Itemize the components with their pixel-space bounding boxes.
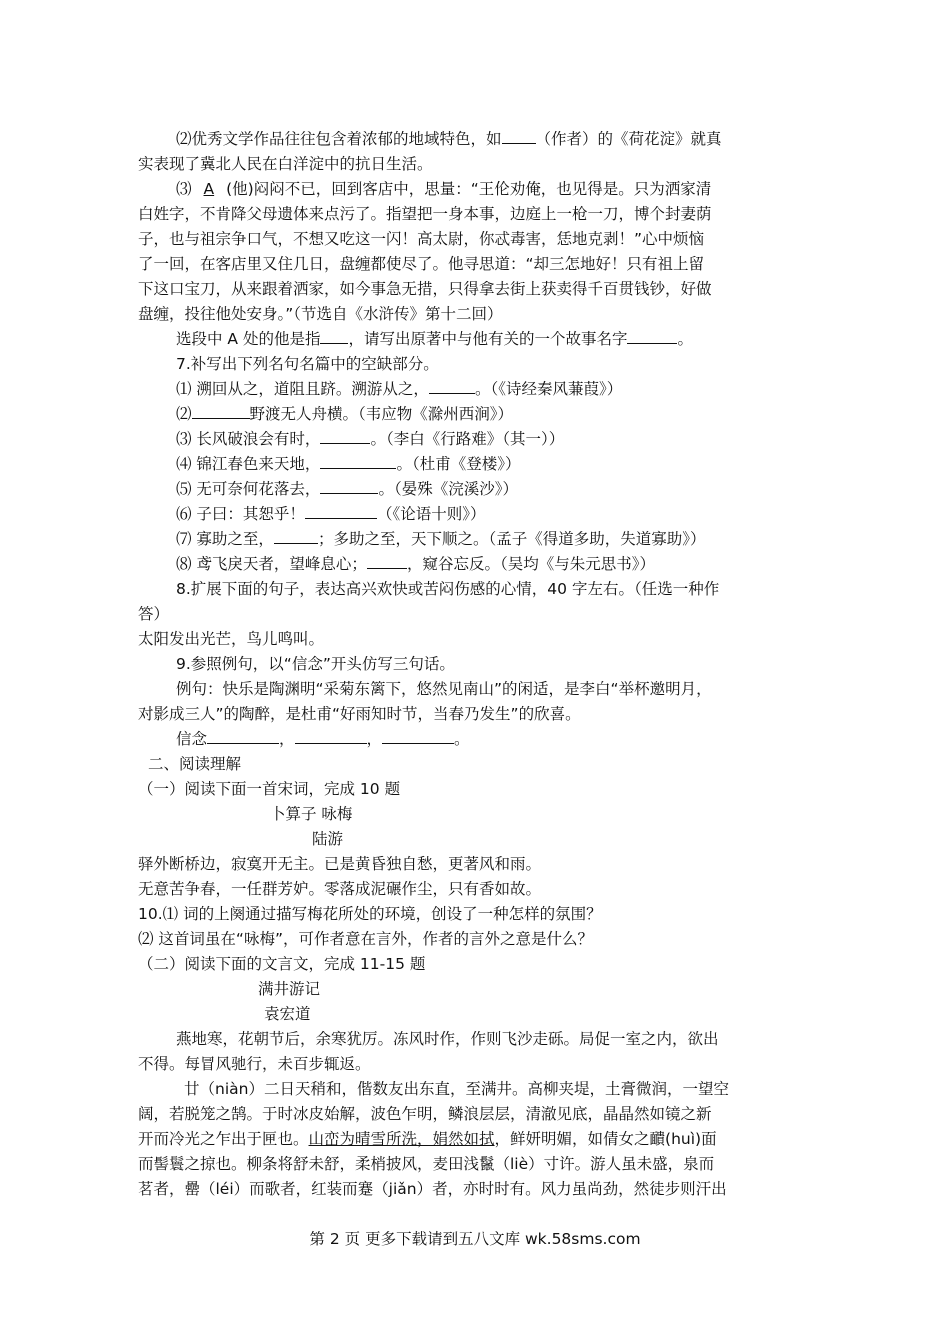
- answer-blank: [295, 728, 367, 744]
- q10-part1: 10.⑴ 词的上阕通过描写梅花所处的环境，创设了一种怎样的氛围？: [138, 905, 602, 923]
- essay-para2-line5: 茗者，罍（léi）而歌者，红装而蹇（jiǎn）者，亦时时有。风力虽尚劲，然徒步则汗出: [138, 1180, 727, 1198]
- q6-part3-question: 选段中 A 处的他是指 ，请写出原著中与他有关的一个故事名字 。: [176, 330, 693, 348]
- essay-para1-line1: 燕地寒，花朝节后，余寒犹厉。冻风时作，作则飞沙走砾。局促一室之内，欲出: [176, 1030, 719, 1048]
- q8-line1: 8.扩展下面的句子，表达高兴欢快或苦闷伤感的心情，40 字左右。（任选一种作: [176, 580, 720, 598]
- poem-author: 陆游: [312, 830, 344, 848]
- q6-part3-line1: ⑶ A (他)闷闷不已，回到客店中，思量：“王伦劝俺，也见得是。只为洒家清: [176, 180, 712, 198]
- answer-blank: [305, 503, 377, 519]
- essay-para2-line1: 廿（niàn）二日天稍和，偕数友出东直，至满井。高柳夹堤，土膏微润，一望空: [184, 1080, 729, 1098]
- answer-blank: [429, 378, 475, 394]
- page-footer: 第 2 页 更多下载请到五八文库 wk.58sms.com: [309, 1230, 641, 1248]
- answer-blank: [320, 328, 348, 344]
- answer-blank: [627, 328, 677, 344]
- q9-example-line1: 例句：快乐是陶渊明“采菊东篱下，悠然见南山”的闲适，是李白“举杯邀明月，: [176, 680, 712, 698]
- poem-line1: 驿外断桥边，寂寞开无主。已是黄昏独自愁，更著风和雨。: [138, 855, 542, 873]
- section-heading: 二、阅读理解: [148, 755, 242, 773]
- q6-part3-line6: 盘缠，投往他处安身。”（节选自《水浒传》第十二回）: [138, 305, 503, 323]
- q10-part2: ⑵ 这首词虽在“咏梅”，可作者意在言外，作者的言外之意是什么？: [138, 930, 593, 948]
- essay-para2-line4: 而髻鬟之掠也。柳条将舒未舒，柔梢披风，麦田浅鬣（liè）寸许。游人虽未盛，泉而: [138, 1155, 715, 1173]
- marker-a: A: [203, 180, 215, 198]
- answer-blank: [274, 528, 318, 544]
- q7-item-8: ⑻ 鸢飞戾天者，望峰息心； ，窥谷忘反。（吴均《与朱元思书》）: [176, 555, 655, 573]
- q6-part2-line2: 实表现了冀北人民在白洋淀中的抗日生活。: [138, 155, 433, 173]
- part1-heading: （一）阅读下面一首宋词，完成 10 题: [138, 780, 401, 798]
- answer-blank: [320, 478, 378, 494]
- q6-part3-line3: 子，也与祖宗争口气，不想又吃这一闪！高太尉，你忒毒害，恁地克剥！”心中烦恼: [138, 230, 705, 248]
- essay-para2-line2: 阔，若脱笼之鹄。于时冰皮始解，波色乍明，鳞浪层层，清澈见底，晶晶然如镜之新: [138, 1105, 712, 1123]
- answer-blank: [382, 728, 454, 744]
- essay-title: 满井游记: [258, 980, 321, 998]
- answer-blank: [367, 553, 407, 569]
- q7-item-1: ⑴ 溯回从之，道阻且跻。溯游从之， 。（《诗经秦风蒹葭》）: [176, 380, 623, 398]
- answer-blank: [320, 453, 396, 469]
- q6-part3-line2: 白姓字，不肯降父母遗体来点污了。指望把一身本事，边庭上一枪一刀，博个封妻荫: [138, 205, 712, 223]
- essay-author: 袁宏道: [264, 1005, 311, 1023]
- q8-line3: 太阳发出光芒，鸟儿鸣叫。: [138, 630, 325, 648]
- answer-blank: [207, 728, 279, 744]
- q7-item-3: ⑶ 长风破浪会有时， 。（李白《行路难》（其一））: [176, 430, 565, 448]
- underlined-sentence: 山峦为晴雪所洗，娟然如拭: [308, 1130, 495, 1148]
- q6-part3-line5: 下这口宝刀，从来跟着洒家，如今事急无措，只得拿去街上获卖得千百贯钱钞，好做: [138, 280, 712, 298]
- q7-item-6: ⑹ 子曰：其恕乎！ （《论语十则》）: [176, 505, 486, 523]
- poem-title: 卜算子 咏梅: [270, 805, 353, 823]
- q9-example-line2: 对影成三人”的陶醉，是杜甫“好雨知时节，当春乃发生”的欣喜。: [138, 705, 581, 723]
- q7-item-7: ⑺ 寡助之至， ；多助之至，天下顺之。（孟子《得道多助，失道寡助》）: [176, 530, 706, 548]
- q8-line2: 答）: [138, 605, 170, 623]
- q9-answer-line: 信念 ， ， 。: [176, 730, 470, 748]
- answer-blank: [192, 403, 250, 419]
- q7-title: 7.补写出下列名句名篇中的空缺部分。: [176, 355, 439, 373]
- q6-part2-line1: ⑵优秀文学作品往往包含着浓郁的地域特色，如 （作者）的《荷花淀》就真: [176, 130, 722, 148]
- q7-item-2: ⑵ 野渡无人舟横。（韦应物《滁州西涧》）: [176, 405, 514, 423]
- answer-blank: [502, 128, 536, 144]
- q9-line1: 9.参照例句，以“信念”开头仿写三句话。: [176, 655, 455, 673]
- part2-heading: （二）阅读下面的文言文，完成 11-15 题: [138, 955, 426, 973]
- q7-item-4: ⑷ 锦江春色来天地， 。（杜甫《登楼》）: [176, 455, 521, 473]
- q6-part3-line4: 了一回，在客店里又住几日，盘缠都使尽了。他寻思道：“却三怎地好！只有祖上留: [138, 255, 705, 273]
- essay-para1-line2: 不得。每冒风驰行，未百步辄返。: [138, 1055, 371, 1073]
- essay-para2-line3: 开而冷光之乍出于匣也。山峦为晴雪所洗，娟然如拭，鲜妍明媚，如倩女之靧(huì)面: [138, 1130, 717, 1148]
- q7-item-5: ⑸ 无可奈何花落去， 。（晏殊《浣溪沙》）: [176, 480, 518, 498]
- answer-blank: [320, 428, 370, 444]
- poem-line2: 无意苦争春，一任群芳妒。零落成泥碾作尘，只有香如故。: [138, 880, 542, 898]
